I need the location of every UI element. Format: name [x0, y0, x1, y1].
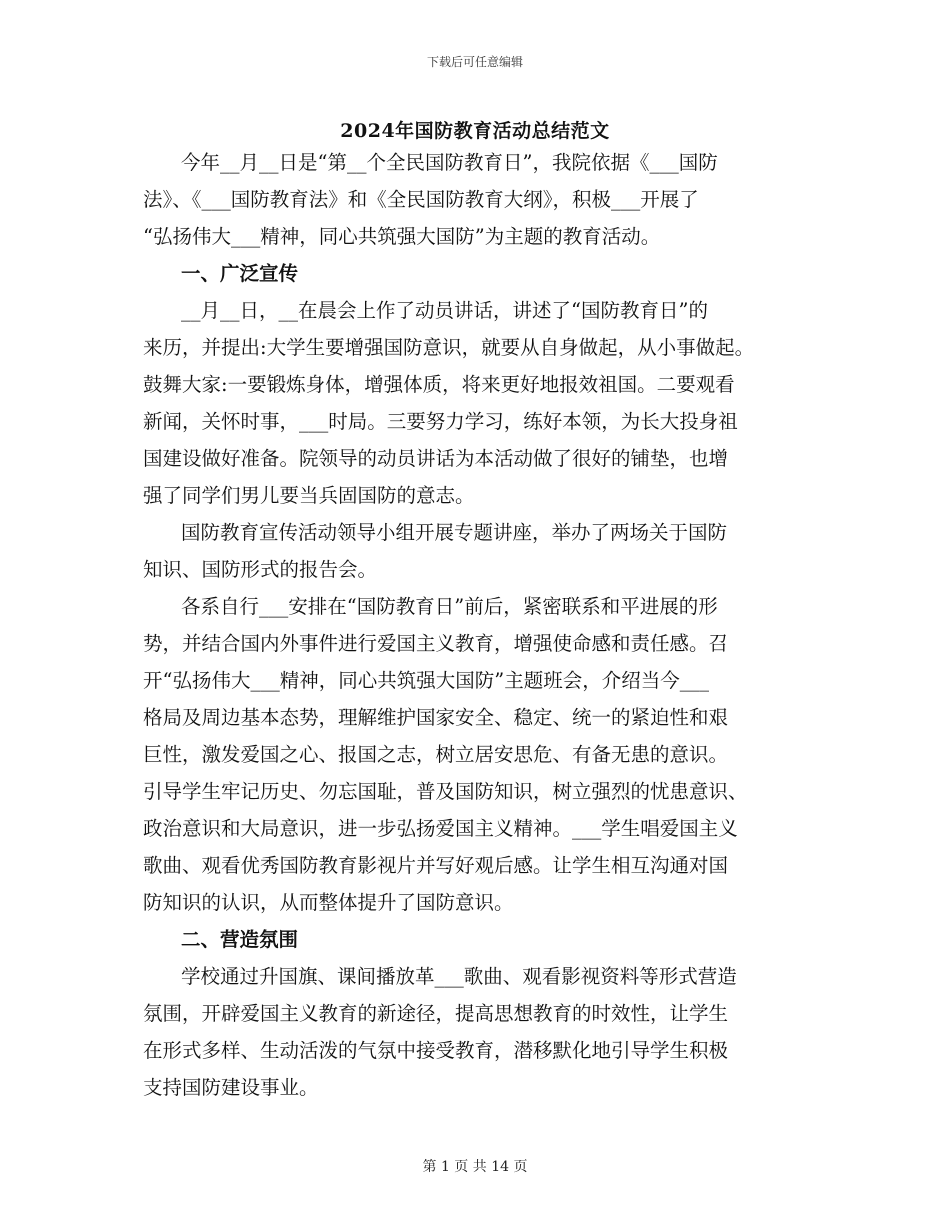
- paragraph-line: 巨性，激发爱国之心、报国之志，树立居安思危、有备无患的意识。: [143, 743, 729, 766]
- intro-line: 今年__月__日是“第__个全民国防教育日”，我院依据《___国防: [181, 151, 718, 174]
- paragraph-line: 格局及周边基本态势，理解维护国家安全、稳定、统一的紧迫性和艰: [143, 706, 729, 729]
- paragraph-line: 引导学生牢记历史、勿忘国耻，普及国防知识，树立强烈的忧患意识、: [143, 780, 748, 803]
- paragraph-line: 歌曲、观看优秀国防教育影视片并写好观后感。让学生相互沟通对国: [143, 854, 729, 877]
- paragraph-line: 鼓舞大家:一要锻炼身体，增强体质，将来更好地报效祖国。二要观看: [143, 373, 735, 396]
- paragraph-line: 各系自行___安排在“国防教育日”前后，紧密联系和平进展的形: [181, 595, 718, 618]
- paragraph-line: 开“弘扬伟大___精神，同心共筑强大国防”主题班会，介绍当今___: [143, 669, 709, 692]
- paragraph-line: 强了同学们男儿要当兵固国防的意志。: [143, 484, 475, 507]
- paragraph-line: 防知识的认识，从而整体提升了国防意识。: [143, 891, 514, 914]
- paragraph-line: 氛围，开辟爱国主义教育的新途径，提高思想教育的时效性，让学生: [143, 1002, 729, 1025]
- intro-line: “弘扬伟大___精神，同心共筑强大国防”为主题的教育活动。: [143, 225, 661, 248]
- paragraph-line: 国防教育宣传活动领导小组开展专题讲座，举办了两场关于国防: [181, 521, 728, 544]
- section-heading-atmosphere: 二、营造氛围: [181, 928, 299, 951]
- paragraph-line: 在形式多样、生动活泼的气氛中接受教育，潜移默化地引导学生积极: [143, 1039, 729, 1062]
- paragraph-line: 知识、国防形式的报告会。: [143, 558, 378, 581]
- header-note: 下载后可任意编辑: [426, 55, 523, 69]
- paragraph-line: 国建设做好准备。院领导的动员讲话为本活动做了很好的铺垫，也增: [143, 447, 729, 470]
- paragraph-line: __月__日，__在晨会上作了动员讲话，讲述了“国防教育日”的: [181, 299, 708, 322]
- paragraph-line: 来历，并提出:大学生要增强国防意识，就要从自身做起，从小事做起。: [143, 336, 755, 359]
- paragraph-line: 势，并结合国内外事件进行爱国主义教育，增强使命感和责任感。召: [143, 632, 729, 655]
- section-heading-publicity: 一、广泛宣传: [181, 262, 299, 285]
- paragraph-line: 支持国防建设事业。: [143, 1076, 319, 1099]
- intro-line: 法》、《___国防教育法》和《全民国防教育大纲》，积极___开展了: [143, 188, 699, 211]
- page-footer: 第 1 页 共 14 页: [422, 1159, 528, 1175]
- paragraph-line: 政治意识和大局意识，进一步弘扬爱国主义精神。___学生唱爱国主义: [143, 817, 738, 840]
- paragraph-line: 学校通过升国旗、课间播放革___歌曲、观看影视资料等形式营造: [181, 965, 737, 988]
- document-title: 2024年国防教育活动总结范文: [340, 120, 610, 142]
- paragraph-line: 新闻，关怀时事，___时局。三要努力学习，练好本领，为长大投身祖: [143, 410, 738, 433]
